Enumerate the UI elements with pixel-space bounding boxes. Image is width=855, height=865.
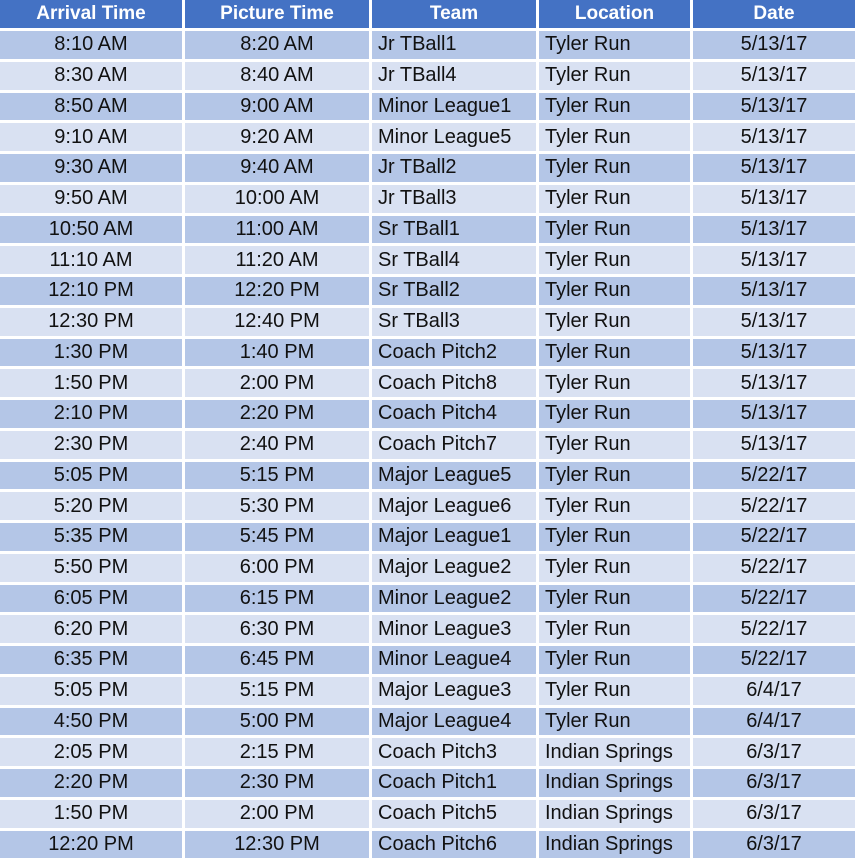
table-row: [0, 366, 855, 397]
cell-location: Tyler Run: [539, 585, 693, 613]
cell-location: Tyler Run: [539, 216, 693, 244]
cell-team: Jr TBall2: [372, 154, 539, 182]
cell-picture-time: 2:15 PM: [185, 738, 372, 766]
cell-date: 5/13/17: [693, 62, 855, 90]
cell-location: Tyler Run: [539, 93, 693, 121]
cell-picture-time: 6:45 PM: [185, 646, 372, 674]
cell-location: Tyler Run: [539, 523, 693, 551]
cell-location: Tyler Run: [539, 308, 693, 336]
cell-arrival-time: 12:20 PM: [0, 831, 185, 859]
cell-picture-time: 11:00 AM: [185, 216, 372, 244]
cell-date: 5/22/17: [693, 462, 855, 490]
cell-picture-time: 8:40 AM: [185, 62, 372, 90]
table-row: [0, 797, 855, 828]
cell-picture-time: 2:40 PM: [185, 431, 372, 459]
cell-arrival-time: 9:10 AM: [0, 123, 185, 151]
cell-location: Tyler Run: [539, 646, 693, 674]
cell-picture-time: 2:00 PM: [185, 800, 372, 828]
table-row: [0, 90, 855, 121]
cell-team: Coach Pitch5: [372, 800, 539, 828]
cell-team: Major League4: [372, 708, 539, 736]
table-header: [0, 0, 855, 28]
cell-arrival-time: 12:10 PM: [0, 277, 185, 305]
cell-arrival-time: 1:50 PM: [0, 800, 185, 828]
cell-team: Major League2: [372, 554, 539, 582]
cell-location: Tyler Run: [539, 277, 693, 305]
cell-location: Tyler Run: [539, 154, 693, 182]
cell-arrival-time: 4:50 PM: [0, 708, 185, 736]
cell-location: Tyler Run: [539, 62, 693, 90]
table-row: [0, 397, 855, 428]
cell-location: Tyler Run: [539, 123, 693, 151]
cell-team: Minor League3: [372, 615, 539, 643]
table-row: [0, 59, 855, 90]
cell-team: Coach Pitch1: [372, 769, 539, 797]
cell-picture-time: 2:20 PM: [185, 400, 372, 428]
cell-picture-time: 2:00 PM: [185, 369, 372, 397]
cell-team: Coach Pitch3: [372, 738, 539, 766]
table-row: [0, 151, 855, 182]
cell-team: Coach Pitch7: [372, 431, 539, 459]
table-row: [0, 643, 855, 674]
table-row: [0, 274, 855, 305]
cell-picture-time: 9:00 AM: [185, 93, 372, 121]
table-row: [0, 766, 855, 797]
table-row: [0, 582, 855, 613]
cell-location: Tyler Run: [539, 462, 693, 490]
cell-picture-time: 12:30 PM: [185, 831, 372, 859]
cell-picture-time: 9:20 AM: [185, 123, 372, 151]
cell-picture-time: 2:30 PM: [185, 769, 372, 797]
cell-date: 5/13/17: [693, 400, 855, 428]
cell-arrival-time: 5:05 PM: [0, 677, 185, 705]
cell-date: 5/13/17: [693, 308, 855, 336]
cell-location: Tyler Run: [539, 677, 693, 705]
cell-team: Jr TBall4: [372, 62, 539, 90]
cell-location: Indian Springs: [539, 769, 693, 797]
cell-date: 5/13/17: [693, 246, 855, 274]
cell-date: 5/13/17: [693, 31, 855, 59]
cell-location: Tyler Run: [539, 185, 693, 213]
table-row: [0, 336, 855, 367]
cell-team: Jr TBall3: [372, 185, 539, 213]
cell-team: Major League3: [372, 677, 539, 705]
table-row: [0, 428, 855, 459]
cell-team: Coach Pitch4: [372, 400, 539, 428]
cell-team: Major League5: [372, 462, 539, 490]
cell-picture-time: 6:15 PM: [185, 585, 372, 613]
cell-location: Indian Springs: [539, 800, 693, 828]
cell-location: Tyler Run: [539, 492, 693, 520]
cell-team: Sr TBall2: [372, 277, 539, 305]
cell-picture-time: 1:40 PM: [185, 339, 372, 367]
cell-team: Coach Pitch6: [372, 831, 539, 859]
table-row: [0, 828, 855, 859]
table-row: [0, 705, 855, 736]
cell-location: Indian Springs: [539, 738, 693, 766]
cell-team: Sr TBall1: [372, 216, 539, 244]
cell-arrival-time: 2:20 PM: [0, 769, 185, 797]
cell-date: 5/22/17: [693, 615, 855, 643]
cell-team: Jr TBall1: [372, 31, 539, 59]
header-picture-time: Picture Time: [185, 0, 372, 28]
table-row: [0, 612, 855, 643]
table-row: [0, 305, 855, 336]
cell-arrival-time: 1:50 PM: [0, 369, 185, 397]
cell-picture-time: 5:45 PM: [185, 523, 372, 551]
cell-team: Sr TBall4: [372, 246, 539, 274]
cell-date: 5/13/17: [693, 216, 855, 244]
cell-arrival-time: 10:50 AM: [0, 216, 185, 244]
cell-location: Tyler Run: [539, 615, 693, 643]
cell-arrival-time: 2:30 PM: [0, 431, 185, 459]
cell-location: Tyler Run: [539, 369, 693, 397]
cell-date: 5/13/17: [693, 277, 855, 305]
cell-location: Tyler Run: [539, 708, 693, 736]
header-location: Location: [539, 0, 693, 28]
cell-team: Coach Pitch8: [372, 369, 539, 397]
cell-team: Minor League2: [372, 585, 539, 613]
cell-arrival-time: 6:05 PM: [0, 585, 185, 613]
cell-location: Tyler Run: [539, 431, 693, 459]
table-row: [0, 182, 855, 213]
cell-arrival-time: 5:20 PM: [0, 492, 185, 520]
cell-picture-time: 5:15 PM: [185, 462, 372, 490]
cell-date: 5/13/17: [693, 431, 855, 459]
cell-picture-time: 9:40 AM: [185, 154, 372, 182]
header-date: Date: [693, 0, 855, 28]
table-row: [0, 551, 855, 582]
cell-arrival-time: 9:50 AM: [0, 185, 185, 213]
cell-location: Indian Springs: [539, 831, 693, 859]
cell-date: 5/22/17: [693, 585, 855, 613]
table-row: [0, 28, 855, 59]
cell-date: 6/3/17: [693, 800, 855, 828]
table-row: [0, 120, 855, 151]
cell-arrival-time: 2:05 PM: [0, 738, 185, 766]
cell-team: Major League6: [372, 492, 539, 520]
cell-date: 5/22/17: [693, 554, 855, 582]
cell-team: Coach Pitch2: [372, 339, 539, 367]
cell-team: Major League1: [372, 523, 539, 551]
cell-date: 5/13/17: [693, 123, 855, 151]
cell-arrival-time: 5:05 PM: [0, 462, 185, 490]
cell-date: 5/22/17: [693, 523, 855, 551]
cell-date: 6/4/17: [693, 677, 855, 705]
cell-picture-time: 8:20 AM: [185, 31, 372, 59]
cell-arrival-time: 6:20 PM: [0, 615, 185, 643]
table-row: [0, 489, 855, 520]
table-row: [0, 520, 855, 551]
cell-arrival-time: 11:10 AM: [0, 246, 185, 274]
cell-date: 5/22/17: [693, 646, 855, 674]
cell-location: Tyler Run: [539, 339, 693, 367]
cell-team: Sr TBall3: [372, 308, 539, 336]
header-arrival-time: Arrival Time: [0, 0, 185, 28]
header-team: Team: [372, 0, 539, 28]
cell-picture-time: 12:40 PM: [185, 308, 372, 336]
cell-picture-time: 5:30 PM: [185, 492, 372, 520]
cell-date: 6/3/17: [693, 831, 855, 859]
cell-arrival-time: 5:50 PM: [0, 554, 185, 582]
table-row: [0, 735, 855, 766]
cell-arrival-time: 8:10 AM: [0, 31, 185, 59]
table-row: [0, 213, 855, 244]
cell-team: Minor League4: [372, 646, 539, 674]
cell-date: 5/13/17: [693, 154, 855, 182]
cell-location: Tyler Run: [539, 31, 693, 59]
cell-arrival-time: 2:10 PM: [0, 400, 185, 428]
table-row: [0, 243, 855, 274]
cell-date: 5/13/17: [693, 369, 855, 397]
cell-date: 5/22/17: [693, 492, 855, 520]
cell-date: 5/13/17: [693, 339, 855, 367]
cell-location: Tyler Run: [539, 400, 693, 428]
cell-date: 6/4/17: [693, 708, 855, 736]
cell-team: Minor League1: [372, 93, 539, 121]
cell-arrival-time: 12:30 PM: [0, 308, 185, 336]
cell-picture-time: 11:20 AM: [185, 246, 372, 274]
cell-picture-time: 5:00 PM: [185, 708, 372, 736]
cell-picture-time: 5:15 PM: [185, 677, 372, 705]
cell-arrival-time: 8:50 AM: [0, 93, 185, 121]
cell-arrival-time: 8:30 AM: [0, 62, 185, 90]
cell-picture-time: 12:20 PM: [185, 277, 372, 305]
cell-location: Tyler Run: [539, 246, 693, 274]
cell-picture-time: 6:00 PM: [185, 554, 372, 582]
cell-arrival-time: 6:35 PM: [0, 646, 185, 674]
cell-arrival-time: 1:30 PM: [0, 339, 185, 367]
cell-team: Minor League5: [372, 123, 539, 151]
table-row: [0, 459, 855, 490]
cell-date: 5/13/17: [693, 185, 855, 213]
cell-arrival-time: 9:30 AM: [0, 154, 185, 182]
cell-picture-time: 10:00 AM: [185, 185, 372, 213]
cell-date: 6/3/17: [693, 738, 855, 766]
cell-date: 5/13/17: [693, 93, 855, 121]
cell-date: 6/3/17: [693, 769, 855, 797]
cell-picture-time: 6:30 PM: [185, 615, 372, 643]
cell-location: Tyler Run: [539, 554, 693, 582]
cell-arrival-time: 5:35 PM: [0, 523, 185, 551]
table-row: [0, 674, 855, 705]
